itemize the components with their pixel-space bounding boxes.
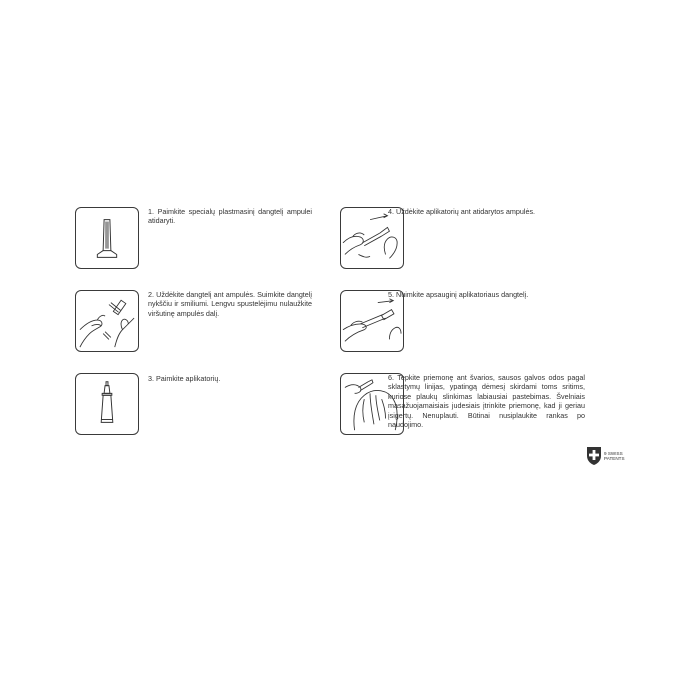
badge-line-2: PATENTS	[604, 456, 625, 462]
swiss-shield-icon	[586, 446, 602, 466]
step-instruction: Tepkite priemonę ant švarios, sausos galvos odos pagal sklastymų linijas, ypatingą dėmesį skirdami toms sritims, kuriose plaukų slinkimas labiausiai pastebimas. Švelniais masažuojamaisiais judesiais įtrinkite priemonę, kad ji geriau įsigertų. Nenuplauti. Būtinai nusiplaukite rankas po naudojimo.	[388, 373, 585, 430]
hands-breaking-ampoule-icon	[75, 290, 139, 352]
step-instruction: Uždėkite aplikatorių ant atidarytos ampulės.	[396, 207, 536, 216]
applicator-icon	[75, 373, 139, 435]
step-number: 1.	[148, 207, 154, 216]
step-number: 6.	[388, 373, 394, 382]
step-number: 5.	[388, 290, 394, 299]
step-instruction: Uždėkite dangtelį ant ampulės. Suimkite dangtelį nykščiu ir smiliumi. Lengvu spustelėjimu nulaužkite viršutinę ampulės dalį.	[148, 290, 312, 318]
plastic-cap-icon	[75, 207, 139, 269]
step-instruction: Paimkite aplikatorių.	[156, 374, 221, 383]
step-number: 2.	[148, 290, 154, 299]
step-number: 4.	[388, 207, 394, 216]
swiss-patents-badge	[586, 446, 636, 472]
step-number: 3.	[148, 374, 154, 383]
badge-line-1: 9 SWISS	[604, 451, 623, 456]
step-instruction: Nuimkite apsauginį aplikatoriaus dangtelį.	[396, 290, 529, 299]
step-instruction: Paimkite specialų plastmasinį dangtelį ampulei atidaryti.	[148, 207, 313, 226]
